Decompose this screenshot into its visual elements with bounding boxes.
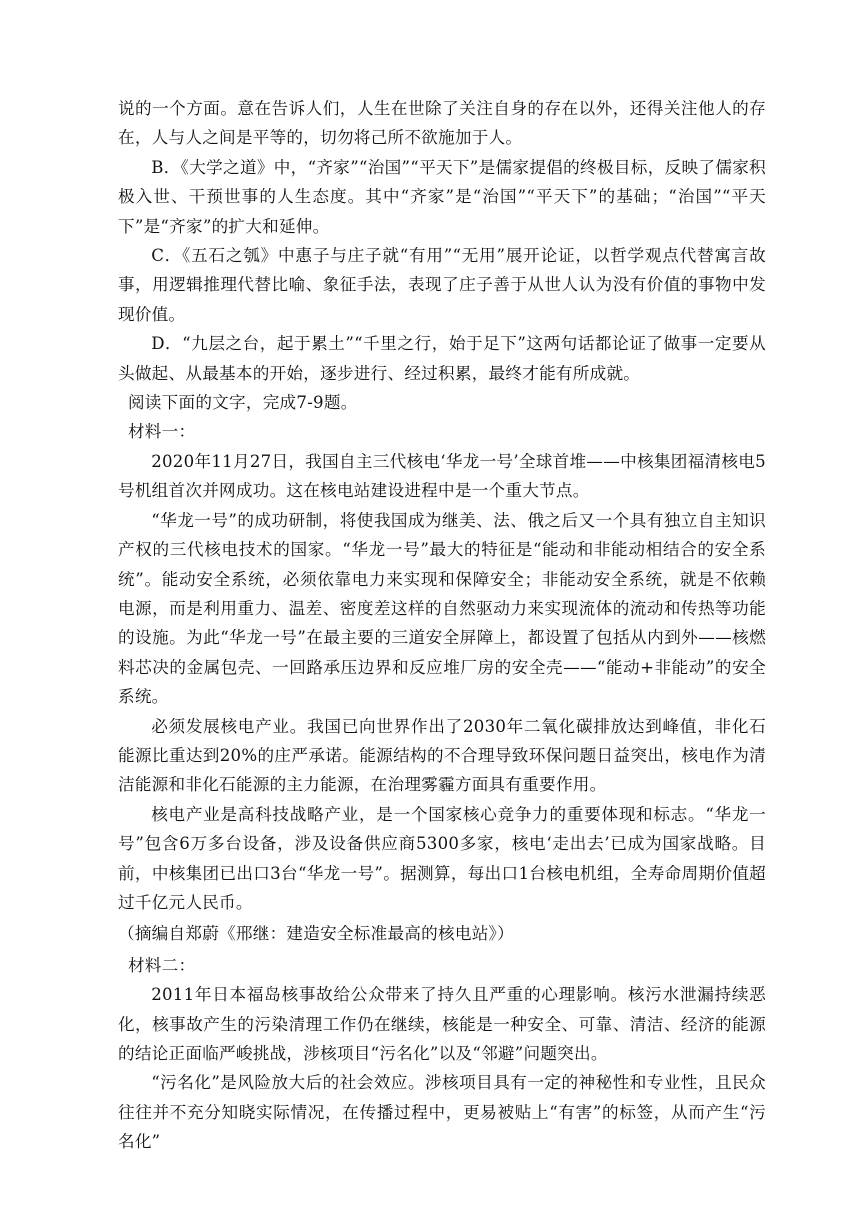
material-two-paragraph-1: 2011年日本福岛核事故给公众带来了持久且严重的心理影响。核污水泄漏持续恶化，核事故产生的污染清理工作仍在继续，核能是一种安全、可靠、清洁、经济的能源的结论正面临严峻挑战，涉核项目“污名化”以及“邻避”问题突出。 xyxy=(118,985,766,1063)
paragraph-option-c: C．《五石之瓠》中惠子与庄子就“有用”“无用”展开论证，以哲学观点代替寓言故事，用逻辑推理代替比喻、象征手法，表现了庄子善于从世人认为没有价值的事物中发现价值。 xyxy=(118,246,766,324)
material-two-heading: 材料二： xyxy=(127,955,196,975)
reading-instruction: 阅读下面的文字，完成7-9题。 xyxy=(127,393,358,413)
material-one-paragraph-1: 2020年11月27日，我国自主三代核电‘华龙一号’全球首堆——中核集团福清核电5号机组首次并网成功。这在核电站建设进程中是一个重大节点。 xyxy=(118,451,766,501)
material-one-paragraph-3: 必须发展核电产业。我国已向世界作出了2030年二氧化碳排放达到峰值，非化石能源比重达到20%的庄严承诺。能源结构的不合理导致环保问题日益突出，核电作为清洁能源和非化石能源的主力能源，在治理雾霾方面具有重要作用。 xyxy=(118,716,766,795)
material-one-heading: 材料一： xyxy=(127,422,196,442)
material-two-paragraph-2: “污名化”是风险放大后的社会效应。涉核项目具有一定的神秘性和专业性，且民众往往并不充分知晓实际情况，在传播过程中，更易被贴上“有害”的标签，从而产生“污名化” xyxy=(118,1073,766,1152)
document-body xyxy=(118,94,766,1157)
material-one-paragraph-4: 核电产业是高科技战略产业，是一个国家核心竞争力的重要体现和标志。“华龙一号”包含6万多台设备，涉及设备供应商5300多家，核电‘走出去’已成为国家战略。目前，中核集团已出口3台“华龙一号”。据测算，每出口1台核电机组，全寿命周期价值超过千亿元人民币。 xyxy=(118,804,766,912)
material-one-paragraph-2: “华龙一号”的成功研制，将使我国成为继美、法、俄之后又一个具有独立自主知识产权的三代核电技术的国家。“华龙一号”最大的特征是“能动和非能动相结合的安全系统”。能动安全系统，必须依靠电力来实现和保障安全；非能动安全系统，就是不依赖电源，而是利用重力、温差、密度差这样的自然驱动力来实现流体的流动和传热等功能的设施。为此“华龙一号”在最主要的三道安全屏障上，都设置了包括从内到外——核燃料芯决的金属包壳、一回路承压边界和反应堆厂房的安全壳——“能动+非能动”的安全系统。 xyxy=(118,510,766,707)
paragraph-option-d: D．“九层之台，起于累土”“千里之行，始于足下”这两句话都论证了做事一定要从头做起、从最基本的开始，逐步进行、经过积累，最终才能有所成就。 xyxy=(118,334,766,383)
paragraph-option-b: B．《大学之道》中，“齐家”“治国”“平天下”是儒家提倡的终极目标，反映了儒家积极入世、干预世事的人生态度。其中“齐家”是“治国”“平天下”的基础；“治国”“平天下”是“齐家”的扩大和延伸。 xyxy=(118,157,766,236)
paragraph-option-a-continued: 说的一个方面。意在告诉人们，人生在世除了关注自身的存在以外，还得关注他人的存在，人与人之间是平等的，切勿将己所不欲施加于人。 xyxy=(118,99,766,148)
material-one-source: （摘编自郑蔚《邢继：建造安全标准最高的核电站》） xyxy=(118,924,514,944)
